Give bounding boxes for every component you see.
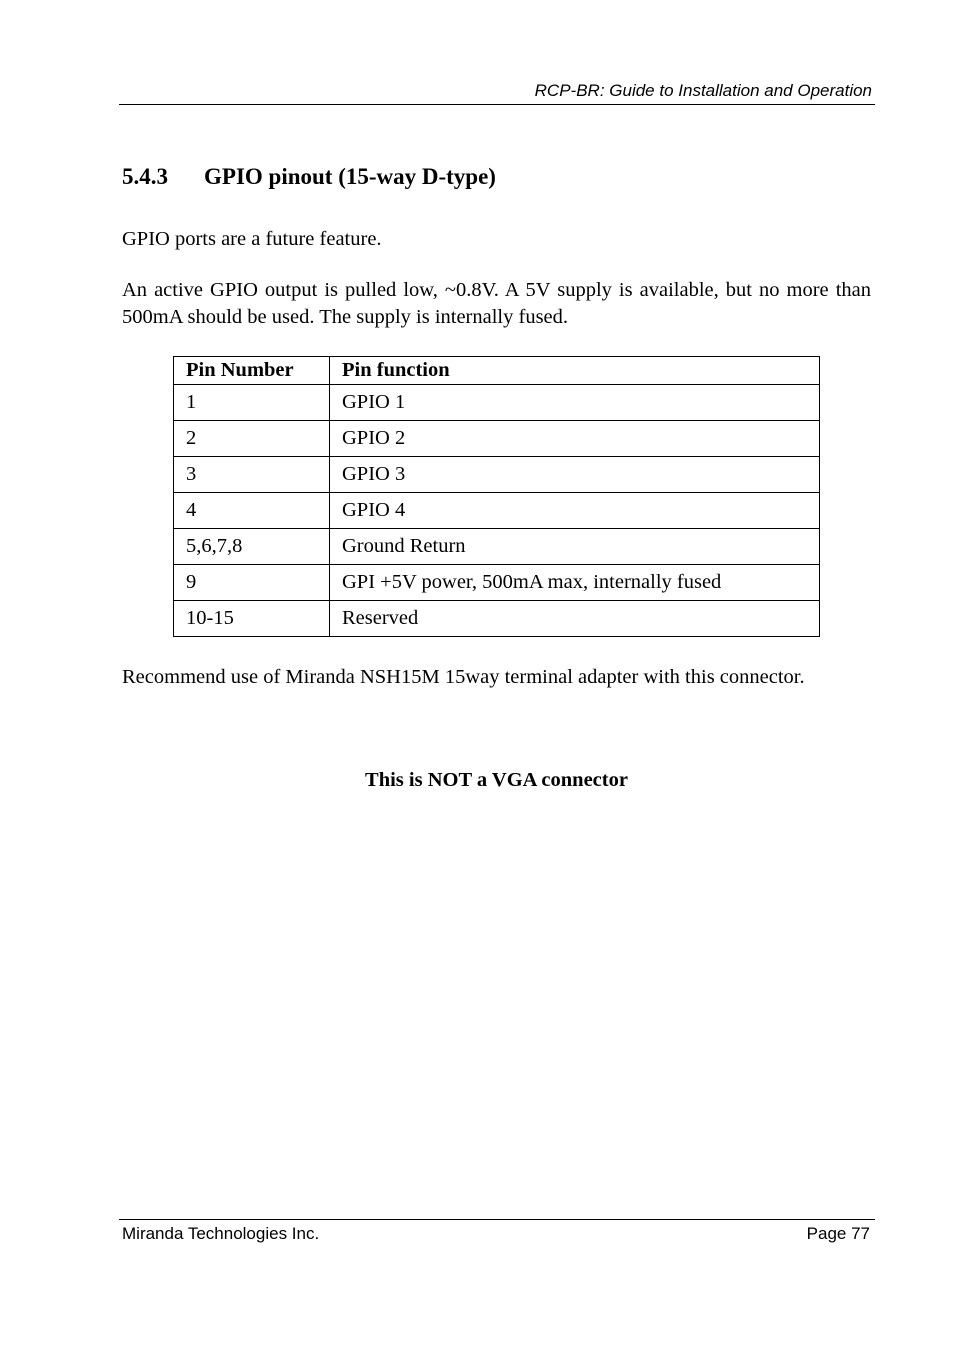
pin-function-cell: Ground Return (330, 529, 820, 565)
table-row (174, 421, 820, 457)
table-row (174, 385, 820, 421)
page-header-title: RCP-BR: Guide to Installation and Operation (534, 81, 872, 100)
pin-number-cell: 2 (174, 421, 330, 457)
pin-function-cell: GPIO 1 (330, 385, 820, 421)
table-header-row (174, 357, 820, 385)
table-row (174, 493, 820, 529)
pin-number-cell: 9 (174, 565, 330, 601)
gpio-pinout-table (173, 356, 820, 637)
pin-function-cell: GPIO 3 (330, 457, 820, 493)
intro-paragraph: GPIO ports are a future feature. (122, 228, 382, 250)
table-row (174, 565, 820, 601)
section-number: 5.4.3 (122, 164, 168, 189)
pin-function-cell: Reserved (330, 601, 820, 637)
table-row (174, 529, 820, 565)
section-heading (122, 164, 496, 190)
footer-company: Miranda Technologies Inc. (122, 1224, 320, 1243)
pin-number-cell: 3 (174, 457, 330, 493)
vga-warning-notice: This is NOT a VGA connector (365, 769, 628, 791)
table-row (174, 601, 820, 637)
column-header-pin-function: Pin function (330, 357, 820, 385)
pin-function-cell: GPI +5V power, 500mA max, internally fused (330, 565, 820, 601)
pin-number-cell: 10-15 (174, 601, 330, 637)
pin-number-cell: 1 (174, 385, 330, 421)
pin-function-cell: GPIO 2 (330, 421, 820, 457)
header-divider (119, 104, 875, 105)
table-row (174, 457, 820, 493)
column-header-pin-number: Pin Number (174, 357, 330, 385)
section-title: GPIO pinout (15-way D-type) (204, 164, 496, 189)
pin-number-cell: 5,6,7,8 (174, 529, 330, 565)
pin-function-cell: GPIO 4 (330, 493, 820, 529)
footer-divider (119, 1219, 875, 1220)
details-paragraph: An active GPIO output is pulled low, ~0.8V. A 5V supply is available, but no more than 500mA should be used. The supply is internally fused. (122, 279, 871, 328)
pin-number-cell: 4 (174, 493, 330, 529)
recommendation-paragraph: Recommend use of Miranda NSH15M 15way terminal adapter with this connector. (122, 666, 805, 688)
footer-page-number: Page 77 (806, 1224, 870, 1243)
